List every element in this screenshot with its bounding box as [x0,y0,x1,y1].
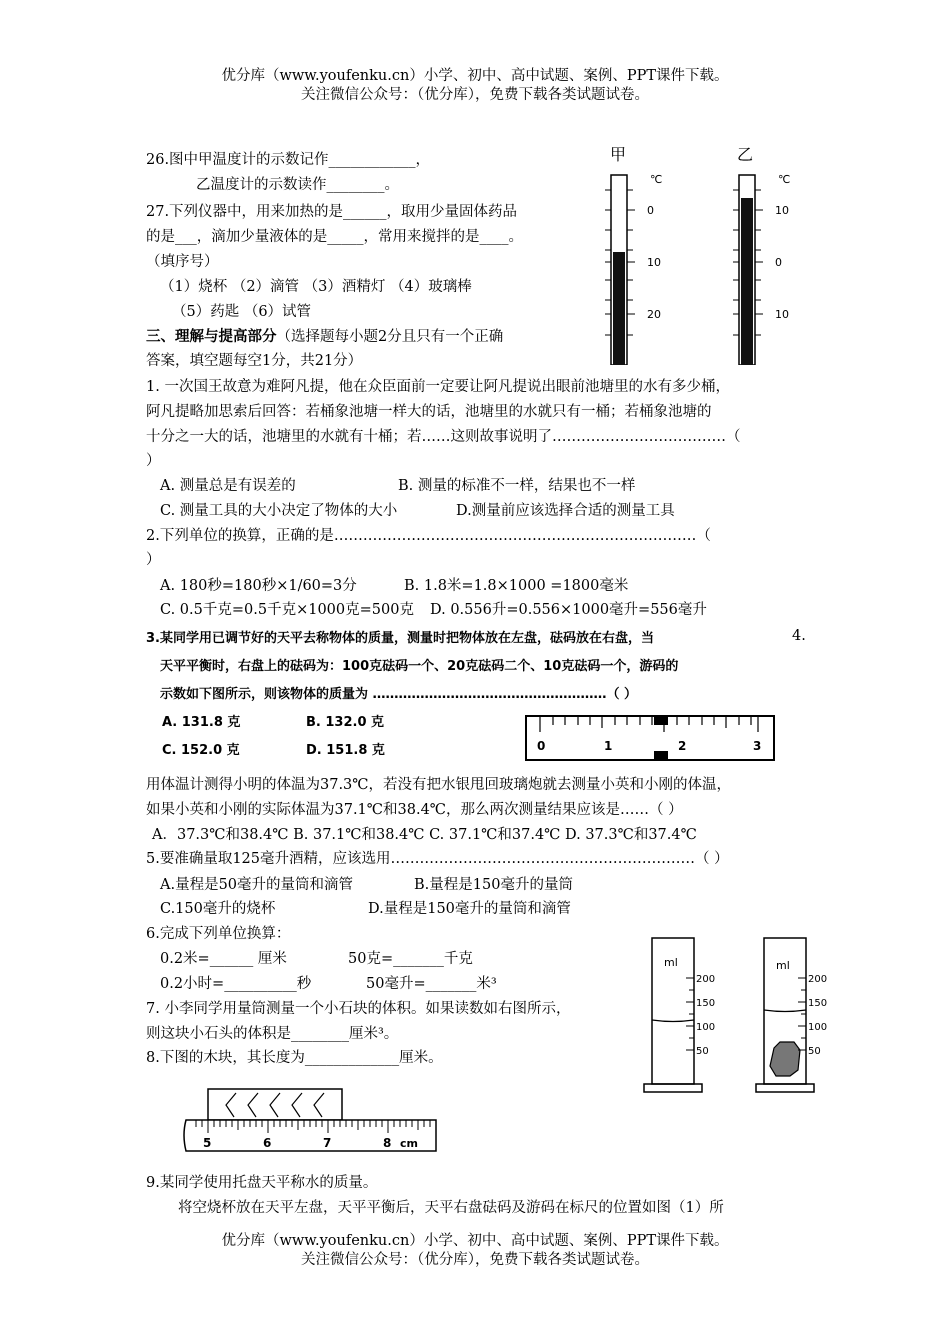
q1-line-3: 十分之一大的话，池塘里的水就有十桶；若……这则故事说明了………………………………（ [146,429,741,445]
q1-line-4: ） [146,453,161,469]
thermometer-yi-label: 乙 [737,145,754,164]
cylinder-right-water-level [764,1010,806,1012]
q8-line-1: 8.下图的木块，其长度为_____________厘米。 [146,1050,443,1066]
ruler-label-7: 7 [323,1136,332,1150]
section3-title: 三、理解与提高部分 [146,328,277,345]
q27-line-2: 的是___，滴加少量液体的是_____，常用来搅拌的是____。 [146,229,523,245]
cylinder-left-tick-2: 100 [696,1022,716,1033]
q5-option-b: B.量程是150毫升的量筒 [414,877,573,893]
q2-line-2: ） [146,552,161,568]
ruler-label-8: 8 [383,1136,392,1150]
q4-line-1: 用体温计测得小明的体温为37.3℃，若没有把水银甩回玻璃炮就去测量小英和小刚的体温， [146,777,732,793]
ruler-figure [178,1085,444,1155]
q5-option-a: A.量程是50毫升的量筒和滴管 [160,877,354,893]
thermometer-jia-liquid [613,252,625,365]
thermometer-jia-unit: ℃ [650,173,663,186]
scale-label-2: 2 [678,739,687,753]
thermometer-jia-tick-1: 10 [647,256,661,269]
q3-option-d: D. 151.8 克 [306,743,385,758]
cylinder-right-tick-1: 150 [808,998,828,1009]
q3-option-b: B. 132.0 克 [306,715,385,730]
ruler-unit: cm [400,1137,418,1150]
q9-line-1: 9.某同学使用托盘天平称水的质量。 [146,1175,378,1191]
thermometer-jia-tick-2: 20 [647,308,661,321]
cylinder-left-tick-3: 50 [696,1046,709,1057]
q26-line-2: 乙温度计的示数读作________。 [196,177,399,193]
q27-line-1: 27.下列仪器中，用来加热的是______，取用少量固体药品 [146,204,518,220]
thermometer-yi-liquid [741,198,753,365]
q1-option-c: C. 测量工具的大小决定了物体的大小 [160,503,398,519]
section3-note-1: （选择题每小题2分且只有一个正确 [276,329,504,345]
thermometer-yi-tick-1: 0 [775,256,782,269]
q3-line-1: 3.某同学用已调节好的天平去称物体的质量，测量时把物体放在左盘，砝码放在右盘，当 [146,631,654,646]
q1-option-d: D.测量前应该选择合适的测量工具 [456,503,675,519]
q2-option-c: C. 0.5千克=0.5千克×1000克=500克 [160,602,414,618]
q1-option-b: B. 测量的标准不一样，结果也不一样 [398,478,636,494]
scale-label-1: 1 [604,739,613,753]
cylinder-left-tick-0: 200 [696,974,716,985]
q6-item-a: 0.2米=______ 厘米 [160,951,287,967]
ruler-label-5: 5 [203,1136,212,1150]
wood-block [208,1089,342,1120]
rider-marker-top [654,716,668,725]
q6-item-d: 50毫升=_______米³ [366,976,497,992]
cylinder-left-water-level [652,1020,694,1022]
footer-line-2: 关注微信公众号：（优分库），免费下载各类试题试卷。 [301,1252,649,1268]
q2-line-1: 2.下列单位的换算，正确的是…………………………………………………………………（ [146,528,711,544]
graduated-cylinders [640,934,840,1098]
q7-line-2: 则这块小石头的体积是________厘米³。 [146,1026,399,1042]
q2-option-b: B. 1.8米=1.8×1000 =1800毫米 [404,578,629,594]
q1-option-a: A. 测量总是有误差的 [160,478,296,494]
cylinder-right-tick-3: 50 [808,1046,821,1057]
thermometer-jia-label: 甲 [610,145,627,164]
cylinder-left-tick-1: 150 [696,998,716,1009]
q5-line-1: 5.要准确量取125毫升酒精，应该选用………………………………………………………（ ） [146,851,729,867]
q1-line-2: 阿凡提略加思索后回答：若桶象池塘一样大的话，池塘里的水就只有一桶；若桶象池塘的 [146,404,712,420]
cylinder-right-tick-0: 200 [808,974,828,985]
q3-line-3: 示数如下图所示，则该物体的质量为 ………………………………………………（ ） [160,687,638,702]
stone-shape [770,1042,800,1076]
q26-line-1: 26.图中甲温度计的示数记作____________， [146,152,431,168]
thermometer-jia-tick-0: 0 [647,204,654,217]
scale-label-0: 0 [537,739,546,753]
q3-line-2: 天平平衡时，右盘上的砝码为：100克砝码一个、20克砝码二个、10克砝码一个，游码的 [160,659,679,674]
header-line-2: 关注微信公众号：（优分库），免费下载各类试题试卷。 [301,87,649,103]
thermometer-yi-tick-0: 10 [775,204,789,217]
q27-line-5: （5）药匙 （6）试管 [172,304,312,320]
q4-line-2: 如果小英和小刚的实际体温为37.1℃和38.4℃，那么两次测量结果应该是……（ ） [146,802,683,818]
q3-option-a: A. 131.8 克 [162,715,241,730]
q7-line-1: 7. 小李同学用量筒测量一个小石块的体积。如果读数如右图所示， [146,1001,571,1017]
cylinder-right-unit: ml [776,959,790,972]
q4-number: 4. [792,628,806,644]
q6-title: 6.完成下列单位换算： [146,926,291,942]
rider-marker-bottom [654,751,668,760]
thermometer-yi-tick-2: 10 [775,308,789,321]
footer-line-1: 优分库（www.youfenku.cn）小学、初中、高中试题、案例、PPT课件下载。 [221,1233,729,1249]
header-line-1: 优分库（www.youfenku.cn）小学、初中、高中试题、案例、PPT课件下载。 [221,68,729,84]
q27-line-4: （1）烧杯 （2）滴管 （3）酒精灯 （4）玻璃棒 [160,279,472,295]
q6-item-b: 50克=_______千克 [348,951,473,967]
q6-item-c: 0.2小时=__________秒 [160,976,312,992]
q5-option-d: D.量程是150毫升的量筒和滴管 [368,901,571,917]
balance-rider-scale [522,712,778,764]
q5-option-c: C.150毫升的烧杯 [160,901,276,917]
cylinder-left-unit: ml [664,956,678,969]
section3-note-2: 答案，填空题每空1分，共21分） [146,353,363,369]
cylinder-right-tick-2: 100 [808,1022,828,1033]
thermometer-figure [595,140,815,365]
q9-line-2: 将空烧杯放在天平左盘，天平平衡后，天平右盘砝码及游码在标尺的位置如图（1）所 [178,1200,724,1216]
q2-option-d: D. 0.556升=0.556×1000毫升=556毫升 [430,602,707,618]
q4-options: A．37.3℃和38.4℃ B. 37.1℃和38.4℃ C. 37.1℃和37.4℃ D. 37.3℃和37.4℃ [152,827,697,843]
thermometer-yi-unit: ℃ [778,173,791,186]
q3-option-c: C. 152.0 克 [162,743,240,758]
q27-line-3: （填序号） [146,254,219,270]
ruler-label-6: 6 [263,1136,272,1150]
scale-label-3: 3 [753,739,762,753]
q1-line-1: 1. 一次国王故意为难阿凡提，他在众臣面前一定要让阿凡提说出眼前池塘里的水有多少桶， [146,379,730,395]
q2-option-a: A. 180秒=180秒×1/60=3分 [160,578,357,594]
